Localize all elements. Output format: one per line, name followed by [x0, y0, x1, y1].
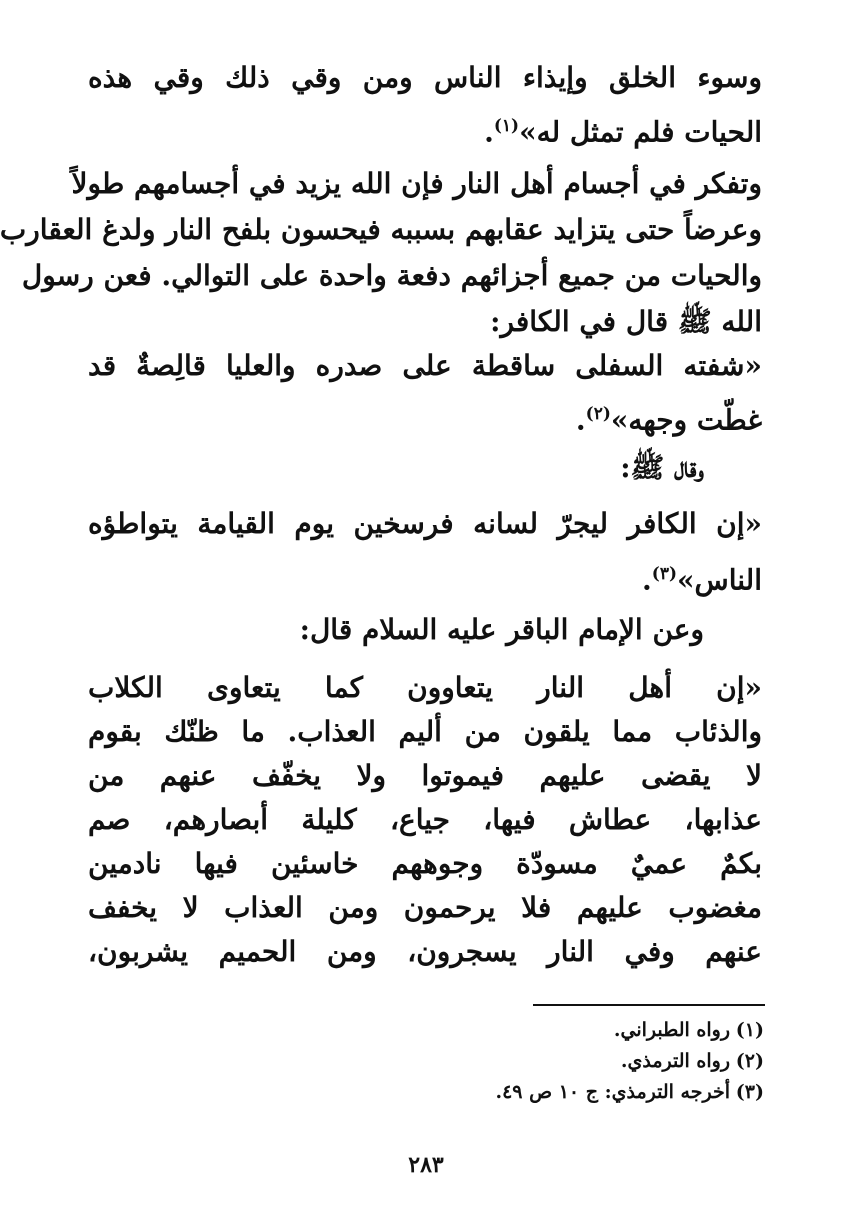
footnote-ref: (١) [493, 116, 520, 136]
text-line: بكمٌ عميٌ مسودّة وجوههم خاسئين فيها نادمين [88, 847, 762, 880]
paragraph-hadith-quote-1 [88, 342, 762, 442]
footnote-2 [621, 1047, 764, 1075]
text-line [642, 550, 762, 598]
footnote-divider [533, 1004, 765, 1006]
paragraph-said [88, 444, 704, 494]
text-run: الناس» [677, 563, 762, 597]
text-line: والذئاب مما يلقون من أليم العذاب. ما ظنّك بقوم [88, 715, 762, 748]
text-line: عنهم وفي النار يسجرون، ومن الحميم يشربون، [88, 935, 762, 968]
paragraph-hadith-continuation [88, 54, 762, 154]
footnote-ref: (٣) [651, 564, 678, 584]
text-line: والحيات من جميع أجزائهم دفعة واحدة على التوالي. فعن رسول [21, 259, 762, 292]
footnote-text: رواه الطبراني. [613, 1019, 730, 1041]
paragraph-hadith-quote-3 [88, 664, 762, 1004]
text-line: «إن أهل النار يتعاوون كما يتعاوى الكلاب [88, 671, 762, 704]
text-run: غطّت وجهه» [610, 403, 762, 437]
page-number: ٢٨٣ [408, 1152, 444, 1178]
paragraph-hadith-quote-2 [88, 500, 762, 600]
footnote-3 [495, 1078, 764, 1106]
text-line: «شفته السفلى ساقطة على صدره والعليا قالِصةٌ قد [88, 349, 762, 382]
text-line: «إن الكافر ليجرّ لسانه فرسخين يوم القيامة يتواطؤه [88, 507, 762, 540]
paragraph-reflection [0, 160, 762, 360]
text-line: عذابها، عطاش فيها، جياع، كليلة أبصارهم، صم [88, 803, 762, 836]
footnote-text: أخرجه الترمذي: ج ١٠ ص ٤٩. [495, 1081, 730, 1103]
footnote-ref: (٢) [585, 404, 611, 424]
text-line: وقال ﷺ: [620, 451, 704, 484]
text-line: الله ﷺ قال في الكافر: [490, 305, 762, 338]
footnote-number: (٢) [735, 1050, 764, 1072]
text-line: وتفكر في أجسام أهل النار فإن الله يزيد في أجسامهم طولاً [71, 167, 762, 200]
paragraph-imam-baqir-intro [88, 606, 704, 656]
text-line: مغضوب عليهم فلا يرحمون ومن العذاب لا يخفف [88, 891, 762, 924]
text-run: . [642, 563, 652, 597]
text-line [484, 102, 762, 150]
footnote-text: رواه الترمذي. [620, 1050, 730, 1072]
text-line: وعرضاً حتى يتزايد عقابهم بسببه فيحسون بلفح النار ولدغ العقارب [0, 213, 762, 246]
text-run: . [575, 403, 586, 437]
text-line: وسوء الخلق وإيذاء الناس ومن وقي ذلك وقي هذه [88, 61, 762, 94]
text-run: . [484, 115, 494, 149]
footnote-number: (١) [735, 1019, 764, 1041]
text-line [576, 390, 762, 438]
text-line: وعن الإمام الباقر عليه السلام قال: [299, 613, 704, 646]
text-run: الحيات فلم تمثل له» [519, 115, 762, 149]
footnote-number: (٣) [735, 1081, 764, 1103]
text-line: لا يقضى عليهم فيموتوا ولا يخفّف عنهم من [88, 759, 762, 792]
footnote-1 [614, 1016, 764, 1044]
